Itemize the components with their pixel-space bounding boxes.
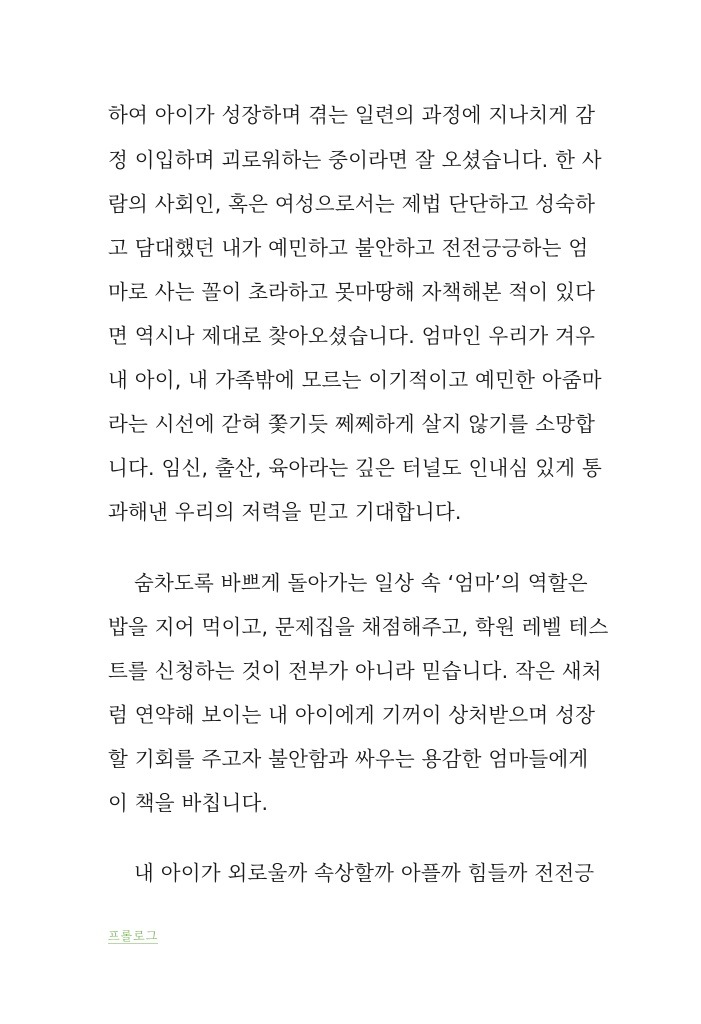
paragraph-1-line-8: 라는 시선에 갇혀 쫓기듯 쩨쩨하게 살지 않기를 소망합: [108, 412, 596, 436]
paragraph-3-line-1: 내 아이가 외로울까 속상할까 아플까 힘들까 전전긍: [134, 861, 595, 885]
paragraph-2-line-2: 밥을 지어 먹이고, 문제집을 채점해주고, 학원 레벨 테스: [108, 615, 609, 639]
paragraph-2-line-6: 이 책을 바칩니다.: [108, 791, 269, 815]
paragraph-1-line-1: 하여 아이가 성장하며 겪는 일련의 과정에 지나치게 감: [108, 103, 596, 127]
paragraph-1-line-7: 내 아이, 내 가족밖에 모르는 이기적이고 예민한 아줌마: [108, 368, 602, 392]
paragraph-1-line-6: 면 역시나 제대로 찾아오셨습니다. 엄마인 우리가 겨우: [108, 324, 596, 348]
paragraph-2-line-5: 할 기회를 주고자 불안함과 싸우는 용감한 엄마들에게: [108, 747, 589, 771]
paragraph-1-line-10: 과해낸 우리의 저력을 믿고 기대합니다.: [108, 500, 462, 524]
section-label-footer: 프롤로그: [108, 929, 159, 943]
paragraph-1-line-4: 고 담대했던 내가 예민하고 불안하고 전전긍긍하는 엄: [108, 236, 589, 260]
paragraph-2-line-1: 숨차도록 바쁘게 돌아가는 일상 속 ‘엄마’의 역할은: [134, 571, 588, 595]
paragraph-1-line-2: 정 이입하며 괴로워하는 중이라면 잘 오셨습니다. 한 사: [108, 148, 602, 172]
paragraph-1-line-3: 람의 사회인, 혹은 여성으로서는 제법 단단하고 성숙하: [108, 192, 596, 216]
paragraph-1-line-5: 마로 사는 꼴이 초라하고 못마땅해 자책해본 적이 있다: [108, 280, 596, 304]
paragraph-1-line-9: 니다. 임신, 출산, 육아라는 깊은 터널도 인내심 있게 통: [108, 456, 602, 480]
paragraph-2-line-3: 트를 신청하는 것이 전부가 아니라 믿습니다. 작은 새처: [108, 659, 602, 683]
paragraph-2-line-4: 럼 연약해 보이는 내 아이에게 기꺼이 상처받으며 성장: [108, 703, 596, 727]
